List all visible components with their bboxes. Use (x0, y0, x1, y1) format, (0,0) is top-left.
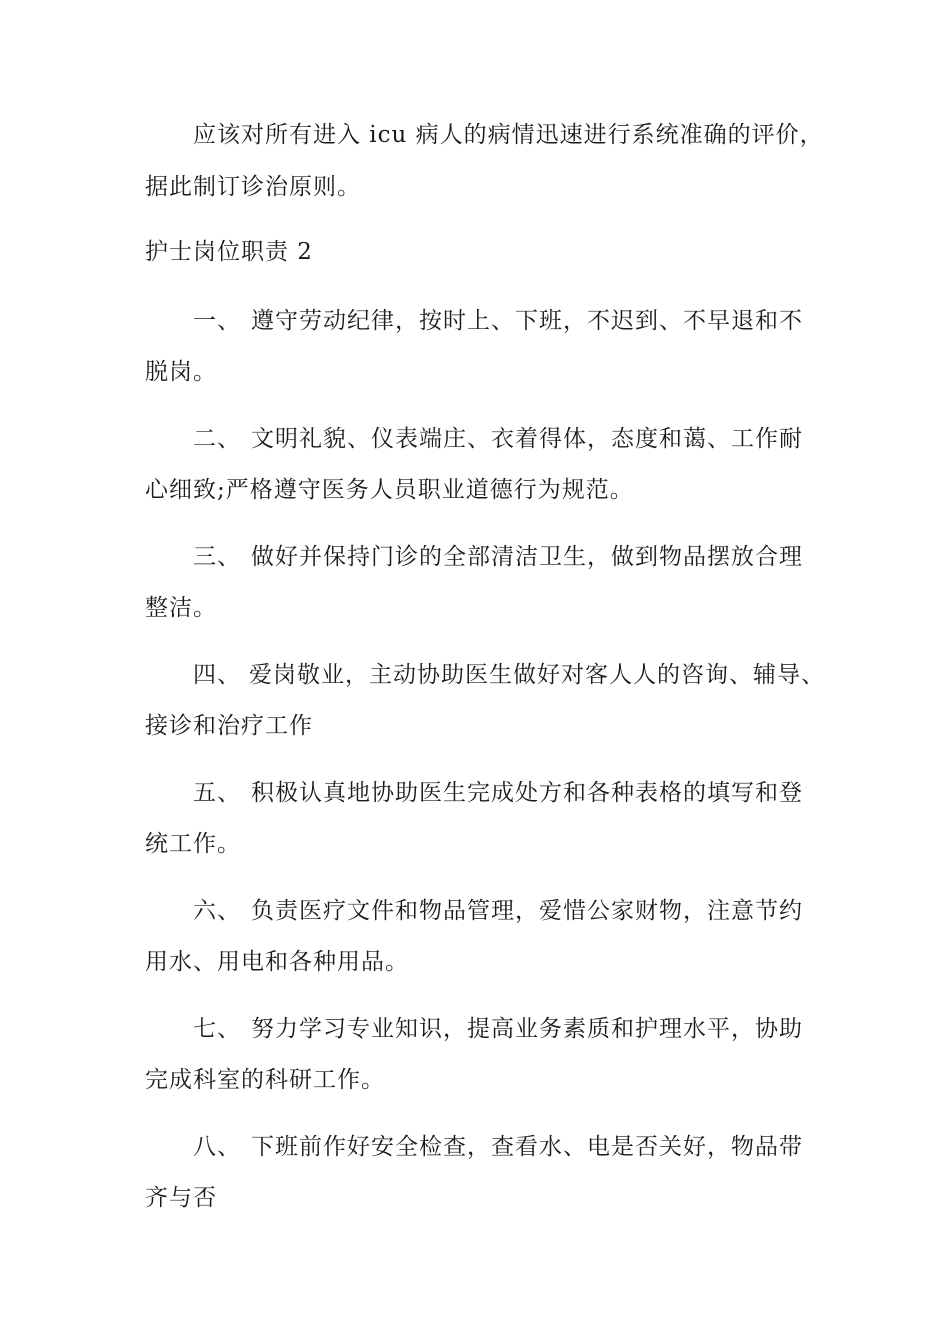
item-2-line-1 (193, 424, 803, 454)
item-1-line-1 (193, 306, 803, 336)
item-5-number: 五、 (193, 780, 241, 806)
item-1-number: 一、 (193, 308, 241, 334)
item-2-text: 文明礼貌、仪表端庄、衣着得体，态度和蔼、工作耐 (251, 426, 803, 452)
intro-line-1: 应该对所有进入 icu 病人的病情迅速进行系统准确的评价， (193, 122, 824, 148)
item-7-number: 七、 (193, 1016, 241, 1042)
item-5-text: 积极认真地协助医生完成处方和各种表格的填写和登 (251, 780, 803, 806)
item-1-line-2: 脱岗。 (145, 359, 217, 385)
item-1-text: 遵守劳动纪律，按时上、下班，不迟到、不早退和不 (251, 308, 803, 334)
section-heading: 护士岗位职责 2 (145, 239, 313, 265)
item-7-line-1 (193, 1014, 803, 1044)
item-4-line-2: 接诊和治疗工作 (145, 713, 313, 739)
item-3-number: 三、 (193, 544, 241, 570)
item-2-number: 二、 (193, 426, 241, 452)
item-8-line-1 (193, 1132, 803, 1162)
item-3-line-2: 整洁。 (145, 595, 217, 621)
item-7-line-2: 完成科室的科研工作。 (145, 1067, 385, 1093)
item-6-line-1 (193, 896, 803, 926)
item-3-line-1 (193, 542, 803, 572)
item-7-text: 努力学习专业知识，提高业务素质和护理水平，协助 (251, 1016, 803, 1042)
item-4-number: 四、 (193, 662, 241, 688)
item-8-number: 八、 (193, 1134, 241, 1160)
item-6-line-2: 用水、用电和各种用品。 (145, 949, 409, 975)
item-3-text: 做好并保持门诊的全部清洁卫生，做到物品摆放合理 (251, 544, 803, 570)
item-5-line-1 (193, 778, 803, 808)
intro-line-2: 据此制订诊治原则。 (145, 174, 361, 200)
item-5-line-2: 统工作。 (145, 831, 241, 857)
item-4-text: 爱岗敬业，主动协助医生做好对客人人的咨询、辅导、 (249, 662, 825, 688)
item-6-text: 负责医疗文件和物品管理，爱惜公家财物，注意节约 (251, 898, 803, 924)
item-6-number: 六、 (193, 898, 241, 924)
item-8-text: 下班前作好安全检查，查看水、电是否关好，物品带 (251, 1134, 803, 1160)
item-8-line-2: 齐与否 (145, 1185, 217, 1211)
item-4-line-1 (193, 660, 825, 690)
item-2-line-2: 心细致;严格遵守医务人员职业道德行为规范。 (145, 477, 634, 503)
